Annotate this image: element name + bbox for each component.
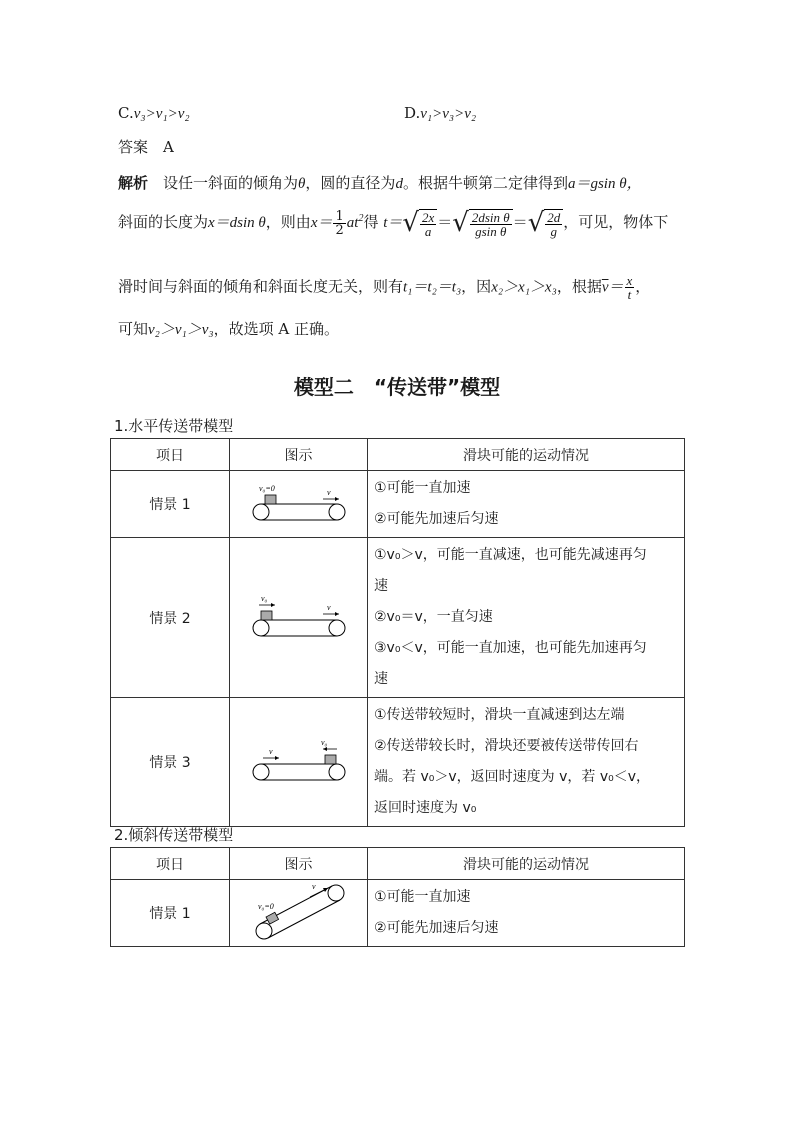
row-item: 情景 1: [111, 880, 230, 947]
desc-line: 端。若 v₀＞v，返回时速度为 v，若 v₀＜v，: [374, 769, 651, 785]
inclined-table: [110, 847, 685, 947]
analysis-text: ，根据: [556, 277, 602, 296]
analysis-formula: a＝gsin θ，: [567, 176, 642, 192]
horizontal-table: [110, 438, 685, 827]
svg-text:v: v: [326, 602, 331, 612]
analysis-text: ，则由: [265, 213, 311, 231]
analysis-line-1: [118, 172, 642, 193]
analysis-label: 解析: [118, 174, 149, 192]
theta-symbol: θ: [298, 176, 306, 192]
desc-line: ③v₀＜v，可能一直加速，也可能先加速再匀: [374, 640, 647, 656]
desc-line: ②可能先加速后匀速: [374, 511, 499, 527]
analysis-line-4: [118, 318, 339, 339]
inclined-title: 2.倾斜传送带模型: [114, 826, 234, 844]
svg-text:v: v: [268, 747, 273, 756]
analysis-text: ，圆的直径为: [305, 174, 396, 192]
option-c: [118, 104, 190, 123]
analysis-formula: x₂＞x₁＞x₃: [491, 279, 557, 296]
analysis-formula: t₁＝t₂＝t₃: [403, 279, 462, 296]
horizontal-title: 1.水平传送带模型: [114, 417, 234, 435]
equals-sign: ＝: [608, 279, 624, 296]
desc-line: ①传送带较短时，滑块一直减速到达左端: [374, 707, 625, 723]
header-item: 项日: [111, 439, 230, 471]
analysis-text: ，因: [461, 277, 492, 296]
row-desc: [368, 698, 685, 827]
table-row: [111, 880, 685, 947]
horizontal-belt-2-icon: [249, 593, 349, 639]
desc-line: 速: [374, 578, 388, 594]
fraction-x-t: $\frac{x}{t}$: [626, 273, 633, 302]
row-item: 情景 2: [111, 538, 230, 698]
svg-text:v₀: v₀: [260, 593, 267, 603]
row-desc: [368, 471, 685, 538]
desc-line: ①可能一直加速: [374, 480, 471, 496]
row-item: 情景 1: [111, 471, 230, 538]
header-figure: 图示: [230, 439, 368, 471]
analysis-formula: x＝dsin θ: [208, 215, 266, 231]
belt-diagram-2: [230, 538, 368, 698]
d-symbol: d: [395, 176, 403, 192]
section-title: 模型二 “传送带”模型: [293, 375, 501, 399]
table-header-row: [111, 439, 685, 471]
horizontal-belt-1-icon: [249, 481, 349, 523]
svg-text:v: v: [311, 882, 316, 891]
row-item: 情景 3: [111, 698, 230, 827]
inclined-belt-icon: [244, 881, 354, 941]
option-d-expr: v₁>v₃>v₂: [420, 106, 477, 122]
answer-value: A: [163, 138, 174, 156]
header-desc: 滑块可能的运动情况: [368, 848, 685, 880]
formula-x-eq: x＝: [310, 215, 333, 231]
row-desc: [368, 880, 685, 947]
header-desc: 滑块可能的运动情况: [368, 439, 685, 471]
answer-line: [118, 136, 174, 157]
option-c-expr: v₃>v₁>v₂: [133, 106, 190, 122]
formula-vbar-eq: $\overline{v}$: [601, 279, 609, 296]
svg-text:v₀=0: v₀=0: [258, 484, 275, 493]
analysis-line-2: [118, 208, 668, 238]
svg-text:v₀: v₀: [320, 738, 327, 747]
analysis-text: 设任一斜面的倾角为: [163, 174, 299, 192]
analysis-line-3: [118, 274, 650, 301]
equals-sign: ＝: [437, 213, 453, 231]
analysis-text: 滑时间与斜面的倾角和斜面长度无关，则有: [118, 277, 404, 296]
inclined-belt-diagram: [230, 880, 368, 947]
analysis-text: 。根据牛顿第二定律得到: [402, 174, 568, 192]
formula-at2: $at^2$: [346, 213, 364, 231]
answer-label: 答案: [118, 138, 149, 156]
sqrt-2dsin-gsin: √ $\frac{\text{2dsin θ}}{\text{gsin θ}}$: [452, 208, 512, 238]
desc-line: ②可能先加速后匀速: [374, 920, 499, 936]
option-d-label: D.: [404, 104, 421, 122]
desc-line: ②传送带较长时，滑块还要被传送带传回右: [374, 738, 639, 754]
table-header-row: [111, 848, 685, 880]
desc-line: 返回时速度为 v₀: [374, 800, 477, 816]
option-d: [404, 104, 476, 123]
table-row: [111, 471, 685, 538]
analysis-text: 得: [363, 213, 379, 231]
svg-text:v₀=0: v₀=0: [257, 902, 274, 911]
svg-text:v: v: [326, 488, 331, 497]
option-c-label: C.: [118, 104, 134, 122]
desc-line: ①v₀＞v，可能一直减速，也可能先减速再匀: [374, 547, 647, 563]
sqrt-2d-g: √ $\frac{2d}{g}$: [528, 208, 564, 238]
equals-sign: ＝: [512, 213, 528, 231]
belt-diagram-3: [230, 698, 368, 827]
desc-line: ①可能一直加速: [374, 889, 471, 905]
analysis-formula: v₂＞v₁＞v₃: [148, 322, 214, 338]
comma: ，: [635, 277, 651, 296]
analysis-text: 可知: [118, 320, 149, 338]
formula-t-eq: t＝: [383, 215, 403, 231]
analysis-text: 斜面的长度为: [118, 213, 209, 231]
analysis-text: ，可见，物体下: [563, 213, 669, 231]
desc-line: 速: [374, 671, 388, 687]
sqrt-2x-a: √ $\frac{2x}{a}$: [402, 208, 437, 238]
header-item: 项日: [111, 848, 230, 880]
analysis-text: ，故选项 A 正确。: [213, 320, 340, 338]
table-row: [111, 698, 685, 827]
fraction-half: $\frac{1}{2}$: [335, 208, 344, 238]
desc-line: ②v₀＝v，一直匀速: [374, 609, 493, 625]
horizontal-belt-3-icon: [249, 737, 349, 783]
header-figure: 图示: [230, 848, 368, 880]
table-row: [111, 538, 685, 698]
row-desc: [368, 538, 685, 698]
belt-diagram-1: [230, 471, 368, 538]
